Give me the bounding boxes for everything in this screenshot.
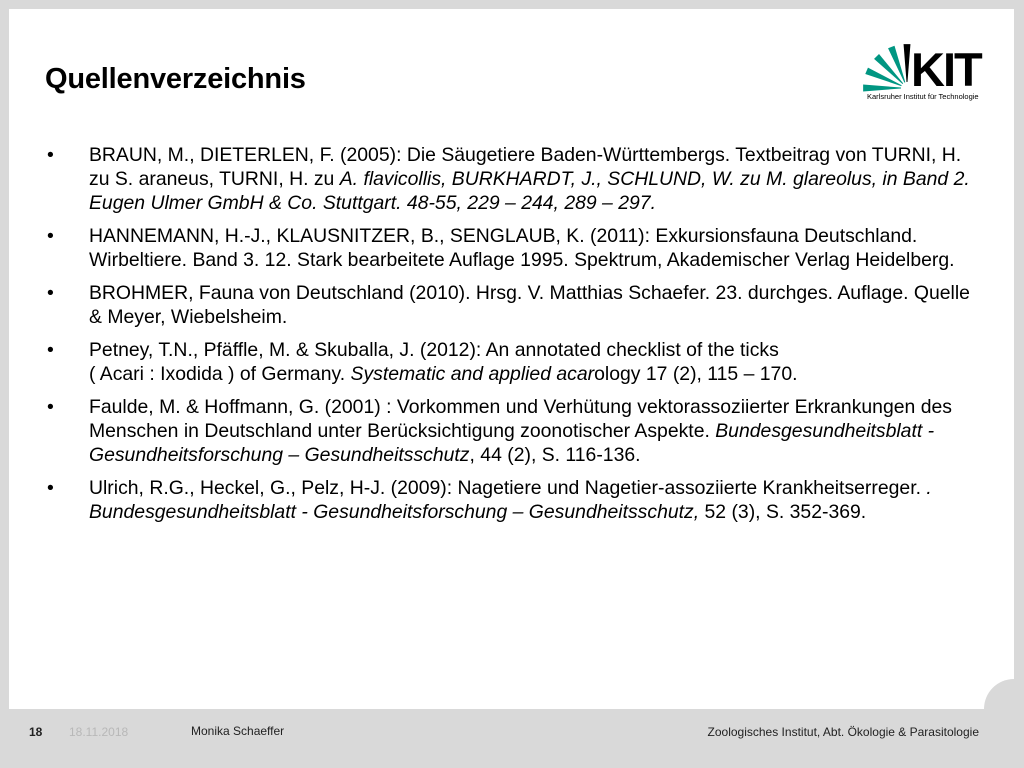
- reference-text: Petney, T.N., Pfäffle, M. & Skuballa, J. (2012): An annotated checklist of the ticks: [89, 338, 779, 361]
- footer: [0, 709, 1024, 768]
- reference-item: [45, 476, 980, 524]
- slide: [9, 9, 1014, 709]
- footer-date: 18.11.2018: [69, 725, 129, 739]
- reference-text: ology 17 (2), 115 – 170.: [594, 363, 798, 386]
- slide-title: Quellenverzeichnis: [45, 63, 306, 95]
- kit-logo-letters: KIT: [911, 43, 981, 96]
- reference-text: A. flavicollis, BURKHARDT, J., SCHLUND, W. zu M. glareolus, in Band 2. Eugen Ulmer GmbH & Co. Stuttgart. 48-55, 229 – 244, 289 – 297.: [89, 168, 970, 215]
- reference-item: [45, 338, 980, 386]
- reference-text: HANNEMANN, H.-J., KLAUSNITZER, B., SENGLAUB, K. (2011): Exkursionsfauna Deutschland. Wirbeltiere. Band 3. 12. Stark bearbeitete Auflage 1995. Spektrum, Akademischer Verlag Heidelberg.: [89, 225, 955, 272]
- kit-logo-ray: [904, 44, 911, 82]
- reference-text: 52 (3), S. 352-369.: [699, 501, 867, 524]
- reference-list: [45, 143, 980, 533]
- page-number: 18: [29, 725, 43, 739]
- reference-text: Ulrich, R.G., Heckel, G., Pelz, H-J. (2009): Nagetiere und Nagetier-assoziierte Krankheitserreger.: [89, 476, 927, 499]
- reference-text: Bundesgesundheitsblatt - Gesundheitsforschung – Gesundheitsschutz: [89, 420, 935, 467]
- reference-item: [45, 395, 980, 468]
- kit-logo-fan-icon: [863, 44, 910, 91]
- reference-text: ( Acari : Ixodida ) of Germany.: [89, 363, 351, 386]
- reference-item: [45, 224, 980, 272]
- reference-text: , 44 (2), S. 116-136.: [469, 444, 641, 467]
- reference-item: [45, 143, 980, 216]
- kit-logo-subtitle: Karlsruher Institut für Technologie: [867, 92, 979, 101]
- reference-text: Systematic and applied acar: [350, 363, 595, 386]
- reference-text: Faulde, M. & Hoffmann, G. (2001) : Vorkommen und Verhütung vektorassoziierter Erkrankungen des Menschen in Deutschland unter Berücksichtigung zoonotischer Aspekte.: [89, 395, 952, 443]
- kit-logo-ray: [863, 85, 901, 92]
- reference-text: BROHMER, Fauna von Deutschland (2010). Hrsg. V. Matthias Schaefer. 23. durchges. Auflage. Quelle & Meyer, Wiebelsheim.: [89, 282, 970, 329]
- footer-author: Monika Schaeffer: [191, 724, 285, 738]
- reference-item: [45, 281, 980, 329]
- footer-institute: Zoologisches Institut, Abt. Ökologie & Parasitologie: [707, 725, 979, 739]
- reference-text: . Bundesgesundheitsblatt - Gesundheitsforschung – Gesundheitsschutz,: [89, 476, 932, 524]
- reference-text: BRAUN, M., DIETERLEN, F. (2005): Die Säugetiere Baden-Württembergs. Textbeitrag von TURNI, H. zu S. araneus, TURNI, H. zu: [89, 144, 962, 191]
